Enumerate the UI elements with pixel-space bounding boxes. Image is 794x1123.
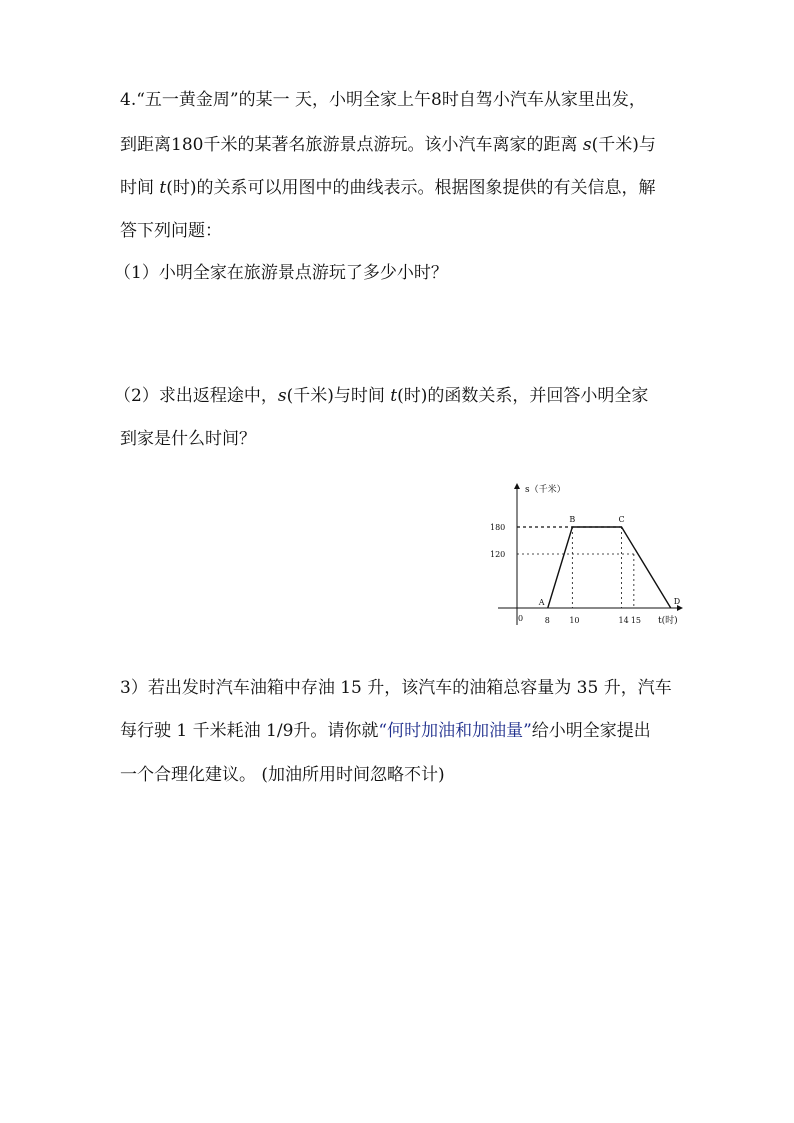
point-label-D: D bbox=[673, 597, 681, 606]
problem-line-3 bbox=[120, 176, 656, 200]
y-tick-label: 180 bbox=[490, 523, 506, 532]
question-3-text: 给小明全家提出 bbox=[531, 721, 651, 741]
x-tick-label: 14 bbox=[618, 616, 629, 625]
problem-line-4 bbox=[120, 219, 222, 243]
origin-label: 0 bbox=[518, 614, 524, 623]
tick-labels bbox=[490, 523, 641, 625]
y-axis-label: s（千米） bbox=[525, 485, 566, 495]
question-1-text: （1）小明全家在旅游景点游玩了多少小时？ bbox=[114, 263, 448, 283]
variable-s: s bbox=[582, 135, 592, 155]
x-tick-label: 10 bbox=[569, 616, 580, 625]
variable-s: s bbox=[277, 386, 287, 406]
question-2-text: 到家是什么时间？ bbox=[120, 429, 256, 449]
graph-axes bbox=[498, 484, 682, 625]
question-3-text: 每行驶 1 千米耗油 1/9升。请你就 bbox=[120, 721, 379, 741]
question-3-line-1 bbox=[120, 676, 672, 700]
question-3-quote: “何时加油和加油量” bbox=[378, 721, 532, 741]
problem-text: 答下列问题： bbox=[120, 221, 222, 241]
problem-text: 4.“五一黄金周”的某一 天，小明全家上午8时自驾小汽车从家里出发， bbox=[120, 90, 646, 110]
problem-text: 时间 bbox=[120, 178, 160, 198]
x-tick-label: 8 bbox=[544, 616, 550, 625]
distance-time-graph bbox=[470, 470, 700, 640]
question-3-text: 3）若出发时汽车油箱中存油 15 升，该汽车的油箱总容量为 35 升，汽车 bbox=[120, 678, 672, 698]
reference-lines bbox=[517, 527, 634, 608]
question-2-text: (时)的函数关系，并回答小明全家 bbox=[397, 386, 649, 406]
distance-line bbox=[548, 527, 671, 608]
problem-line-2 bbox=[120, 133, 656, 157]
question-3-line-2 bbox=[120, 719, 651, 743]
question-2-text: (千米)与时间 bbox=[286, 386, 391, 406]
problem-text: 到距离180千米的某著名旅游景点游玩。该小汽车离家的距离 bbox=[120, 135, 583, 155]
point-label-C: C bbox=[618, 515, 625, 524]
point-labels bbox=[538, 515, 680, 607]
point-label-B: B bbox=[569, 515, 576, 524]
x-tick-label: 15 bbox=[630, 616, 642, 625]
question-2-text: （2）求出返程途中， bbox=[114, 386, 278, 406]
x-axis-label: t(时) bbox=[658, 616, 678, 626]
problem-text: (千米)与 bbox=[591, 135, 656, 155]
variable-t: t bbox=[390, 386, 398, 406]
variable-t: t bbox=[159, 178, 167, 198]
problem-line-1 bbox=[120, 88, 646, 112]
problem-text: (时)的关系可以用图中的曲线表示。根据图象提供的有关信息，解 bbox=[166, 178, 656, 198]
y-tick-label: 120 bbox=[490, 550, 506, 559]
distance-curve bbox=[548, 527, 671, 608]
question-1 bbox=[114, 261, 448, 285]
question-3-text: 一个合理化建议。 (加油所用时间忽略不计) bbox=[120, 765, 445, 785]
point-label-A: A bbox=[538, 598, 545, 607]
question-3-line-3 bbox=[120, 763, 445, 787]
question-2-line-1 bbox=[114, 384, 648, 408]
question-2-line-2 bbox=[120, 427, 256, 451]
